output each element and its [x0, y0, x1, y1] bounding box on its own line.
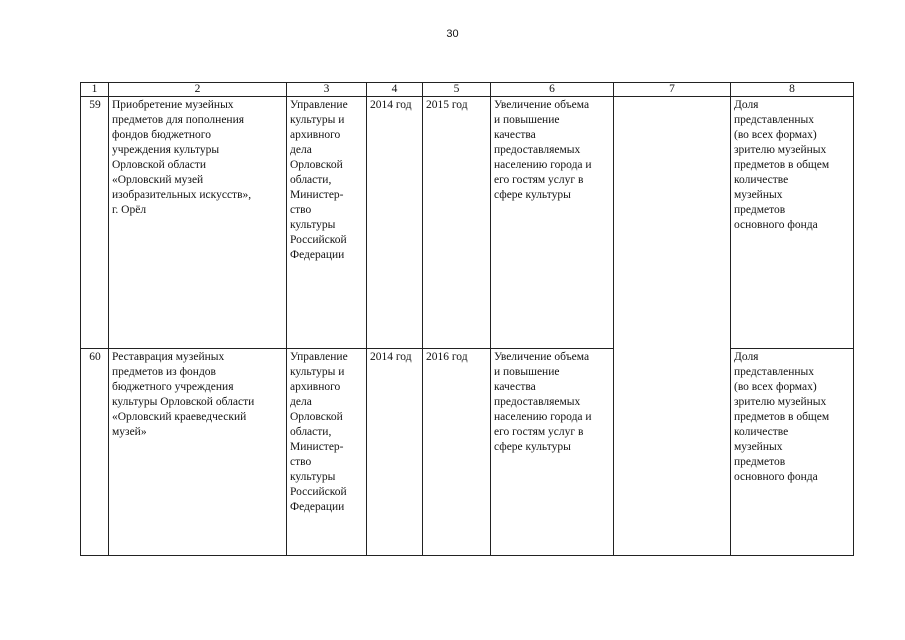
header-col-8: 8: [731, 83, 854, 97]
page-number: 30: [446, 28, 459, 40]
executor-cell: [287, 349, 367, 556]
end-year-cell: [423, 349, 491, 556]
header-row: [81, 83, 854, 97]
column-7-cell: [614, 97, 731, 556]
table-row: [81, 97, 854, 349]
row-number: 59: [81, 97, 109, 349]
header-col-1: 1: [81, 83, 109, 97]
row-number: 60: [81, 349, 109, 556]
indicator: Доля представленных (во всех формах) зрителю музейных предметов в общем количестве музейных предметов основного фонда: [734, 351, 830, 483]
result-cell: [491, 97, 614, 349]
measure-name-cell: [109, 349, 287, 556]
result-cell: [491, 349, 614, 556]
start-year-cell: [367, 97, 423, 349]
start-year: 2014 год: [370, 351, 412, 363]
start-year: 2014 год: [370, 99, 412, 111]
expected-result: Увеличение объема и повышение качества предоставляемых населению города и его гостям услуг в сфере культуры: [494, 99, 592, 201]
indicator-cell: [731, 97, 854, 349]
measure-name: Реставрация музейных предметов из фондов бюджетного учреждения культуры Орловской области «Орловский краеведческий музей»: [112, 351, 255, 438]
executor-cell: [287, 97, 367, 349]
header-col-6: 6: [491, 83, 614, 97]
measure-name: Приобретение музейных предметов для пополнения фондов бюджетного учреждения культуры Орловской области «Орловский музей изобразительных искусств», г. Орёл: [112, 99, 252, 216]
header-col-5: 5: [423, 83, 491, 97]
executor: Управление культуры и архивного дела Орловской области, Министер- ство культуры Российской Федерации: [290, 99, 348, 261]
header-col-7: 7: [614, 83, 731, 97]
end-year: 2016 год: [426, 351, 468, 363]
program-table: [80, 82, 854, 556]
measure-name-cell: [109, 97, 287, 349]
header-col-4: 4: [367, 83, 423, 97]
expected-result: Увеличение объема и повышение качества предоставляемых населению города и его гостям услуг в сфере культуры: [494, 351, 592, 453]
end-year-cell: [423, 97, 491, 349]
indicator: Доля представленных (во всех формах) зрителю музейных предметов в общем количестве музейных предметов основного фонда: [734, 99, 830, 231]
end-year: 2015 год: [426, 99, 468, 111]
header-col-3: 3: [287, 83, 367, 97]
indicator-cell: [731, 349, 854, 556]
start-year-cell: [367, 349, 423, 556]
table-row: [81, 349, 854, 556]
header-col-2: 2: [109, 83, 287, 97]
executor: Управление культуры и архивного дела Орловской области, Министер- ство культуры Российской Федерации: [290, 351, 348, 513]
